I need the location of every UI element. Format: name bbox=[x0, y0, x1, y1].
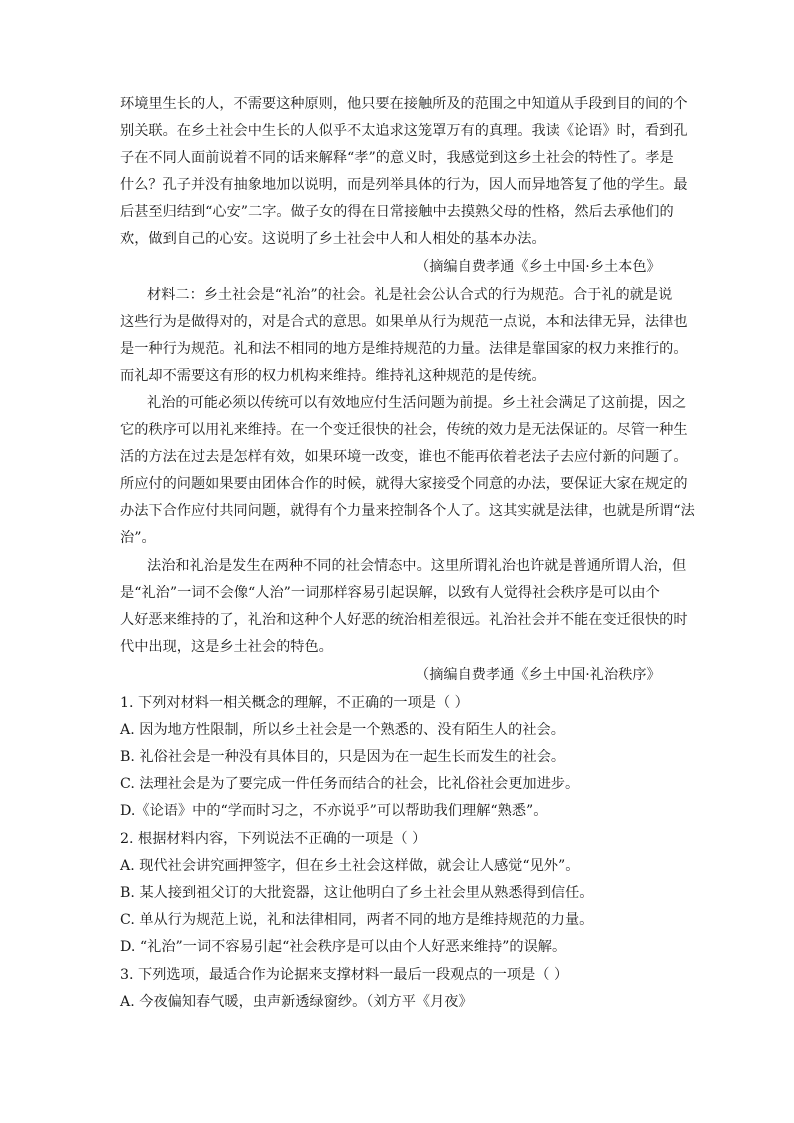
paragraph-line: 它的秩序可以用礼来维持。在一个变迁很快的社会，传统的效力是无法保证的。尽管一种生 bbox=[120, 422, 688, 438]
question-option: C. 单从行为规范上说，礼和法律相同，两者不同的地方是维持规范的力量。 bbox=[120, 912, 594, 928]
paragraph-line: 而礼却不需要这有形的权力机构来维持。维持礼这种规范的是传统。 bbox=[120, 368, 546, 384]
source-citation: （摘编自费孝通《乡土中国·礼治秩序》 bbox=[415, 667, 661, 683]
question-option: D.《论语》中的“学而时习之，不亦说乎”可以帮助我们理解“熟悉”。 bbox=[120, 803, 548, 819]
question-option: C. 法理社会是为了要完成一件任务而结合的社会，比礼俗社会更加进步。 bbox=[120, 776, 580, 792]
question-stem: 2. 根据材料内容，下列说法不正确的一项是（ ） bbox=[120, 831, 427, 847]
paragraph-line: 所应付的问题如果要由团体合作的时候，就得大家接受个同意的办法，要保证大家在规定的 bbox=[120, 476, 688, 492]
paragraph-line: 欢，做到自己的心安。这说明了乡土社会中人和人相处的基本办法。 bbox=[120, 231, 546, 247]
question-option: D. “礼治”一词不容易引起“社会秩序是可以由个人好恶来维持”的误解。 bbox=[120, 939, 567, 955]
paragraph-line: 是“礼治”一词不会像“人治”一词那样容易引起误解，以致有人觉得社会秩序是可以由个 bbox=[120, 585, 660, 601]
paragraph-line: 办法下合作应付共同问题，就得有个力量来控制各个人了。这其实就是法律，也就是所谓“法 bbox=[120, 503, 695, 519]
paragraph-line: 是一种行为规范。礼和法不相同的地方是维持规范的力量。法律是靠国家的权力来推行的。 bbox=[120, 341, 688, 357]
question-option: A. 因为地方性限制，所以乡土社会是一个熟悉的、没有陌生人的社会。 bbox=[120, 722, 565, 738]
paragraph-line: 什么？孔子并没有抽象地加以说明，而是列举具体的行为，因人而异地答复了他的学生。最 bbox=[120, 177, 688, 193]
paragraph-line: 后甚至归结到“心安”二字。做子女的得在日常接触中去摸熟父母的性格，然后去承他们的 bbox=[120, 204, 674, 220]
paragraph-line: 活的方法在过去是怎样有效，如果环境一改变，谁也不能再依着老法子去应付新的问题了。 bbox=[120, 449, 688, 465]
paragraph-line: 环境里生长的人，不需要这种原则，他只要在接触所及的范围之中知道从手段到目的间的个 bbox=[120, 96, 688, 112]
source-citation: （摘编自费孝通《乡土中国·乡土本色》 bbox=[415, 259, 661, 275]
paragraph-line: 材料二：乡土社会是“礼治”的社会。礼是社会公认合式的行为规范。合于礼的就是说 bbox=[147, 287, 673, 303]
question-option: B. 某人接到祖父订的大批瓷器，这让他明白了乡土社会里从熟悉得到信任。 bbox=[120, 885, 594, 901]
paragraph-line: 这些行为是做得对的，对是合式的意思。如果单从行为规范一点说，本和法律无异，法律也 bbox=[120, 314, 688, 330]
paragraph-line: 子在不同人面前说着不同的话来解释“孝”的意义时，我感觉到这乡土社会的特性了。孝是 bbox=[120, 150, 674, 166]
question-option: A. 现代社会讲究画押签字，但在乡土社会这样做，就会让人感觉“见外”。 bbox=[120, 858, 580, 874]
paragraph-line: 法治和礼治是发生在两种不同的社会情态中。这里所谓礼治也许就是普通所谓人治，但 bbox=[147, 558, 687, 574]
paragraph-line: 礼治的可能必须以传统可以有效地应付生活问题为前提。乡土社会满足了这前提，因之 bbox=[147, 395, 687, 411]
paragraph-line: 别关联。在乡土社会中生长的人似乎不太追求这笼罩万有的真理。我读《论语》时，看到孔 bbox=[120, 123, 688, 139]
paragraph-line: 人好恶来维持的了，礼治和这种个人好恶的统治相差很远。礼治社会并不能在变迁很快的时 bbox=[120, 612, 688, 628]
question-stem: 3. 下列选项，最适合作为论据来支撑材料一最后一段观点的一项是（ ） bbox=[120, 967, 569, 983]
paragraph-line: 代中出现，这是乡土社会的特色。 bbox=[120, 639, 333, 655]
paragraph-line: 治”。 bbox=[120, 530, 156, 546]
question-option: A. 今夜偏知春气暖，虫声新透绿窗纱。（刘方平《月夜》 bbox=[120, 994, 473, 1010]
question-stem: 1. 下列对材料一相关概念的理解，不正确的一项是（ ） bbox=[120, 695, 469, 711]
question-option: B. 礼俗社会是一种没有具体目的，只是因为在一起生长而发生的社会。 bbox=[120, 749, 566, 765]
